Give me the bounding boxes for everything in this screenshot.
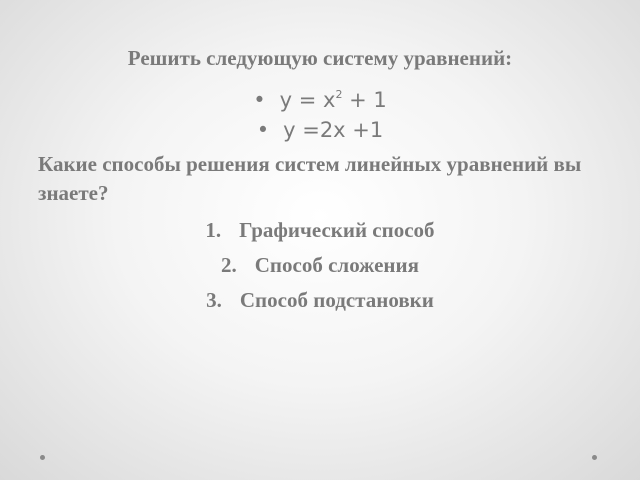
equation-1 — [0, 83, 640, 112]
answer-2-text: Способ сложения — [254, 253, 419, 277]
equation-1-rhs: + 1 — [342, 88, 387, 112]
answer-3-number: 3. — [206, 288, 222, 312]
answer-3 — [0, 288, 640, 312]
decorative-dot-right — [592, 455, 597, 460]
equation-1-exponent: 2 — [335, 88, 343, 101]
decorative-dot-left — [40, 455, 45, 460]
answer-1-number: 1. — [205, 218, 222, 242]
answer-1 — [0, 218, 640, 242]
answer-3-text: Способ подстановки — [239, 288, 434, 312]
answer-1-text: Графический способ — [239, 218, 435, 242]
equation-1-lhs: y = x — [279, 88, 336, 112]
bullet-2: • — [256, 118, 270, 142]
answer-2 — [0, 253, 640, 277]
bullet-1: • — [253, 88, 266, 112]
equation-2-text: y =2x +1 — [283, 118, 384, 142]
answer-2-number: 2. — [221, 253, 237, 277]
equation-2 — [0, 118, 640, 142]
slide-title: Решить следующую систему уравнений: — [127, 46, 513, 70]
question: Какие способы решения систем линейных уравнений вы знаете? — [38, 152, 582, 205]
